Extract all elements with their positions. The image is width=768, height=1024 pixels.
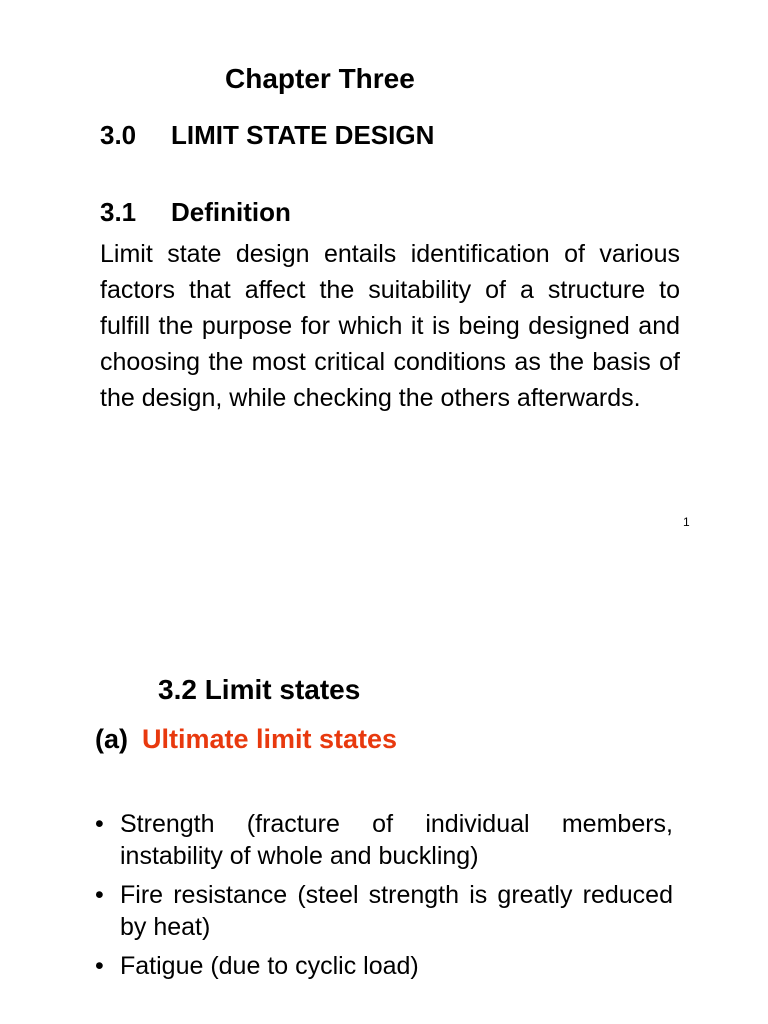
subheading-title: Ultimate limit states	[142, 724, 398, 754]
bullet-text: Fatigue (due to cyclic load)	[120, 952, 419, 980]
bullet-text: Fire resistance (steel strength is greatly reduced by heat)	[120, 881, 673, 941]
section-number: 3.1	[100, 197, 137, 227]
list-item	[95, 808, 673, 872]
subheading-marker: (a)	[95, 724, 128, 754]
list-item	[95, 879, 673, 943]
section-title: LIMIT STATE DESIGN	[171, 120, 435, 150]
section-heading-3-0	[100, 117, 434, 153]
section-number: 3.0	[100, 120, 137, 150]
bullet-icon: •	[95, 881, 104, 909]
bullet-list	[95, 808, 673, 989]
bullet-icon: •	[95, 952, 104, 980]
definition-paragraph: Limit state design entails identification of various factors that affect the suitability of a structure to fulfill the purpose for which it is being designed and choosing the most critical conditions as the basis of the design, while checking the others afterwards.	[100, 240, 680, 412]
section-heading-3-1	[100, 194, 291, 230]
section-heading-3-2: 3.2 Limit states	[158, 674, 361, 705]
subheading-ultimate-limit-states	[95, 720, 397, 758]
page-number: 1	[683, 515, 690, 529]
chapter-title: Chapter Three	[225, 63, 415, 94]
section-title: Definition	[171, 197, 291, 227]
bullet-icon: •	[95, 810, 104, 838]
list-item	[95, 950, 673, 982]
bullet-text: Strength (fracture of individual members, instability of whole and buckling)	[120, 810, 673, 870]
